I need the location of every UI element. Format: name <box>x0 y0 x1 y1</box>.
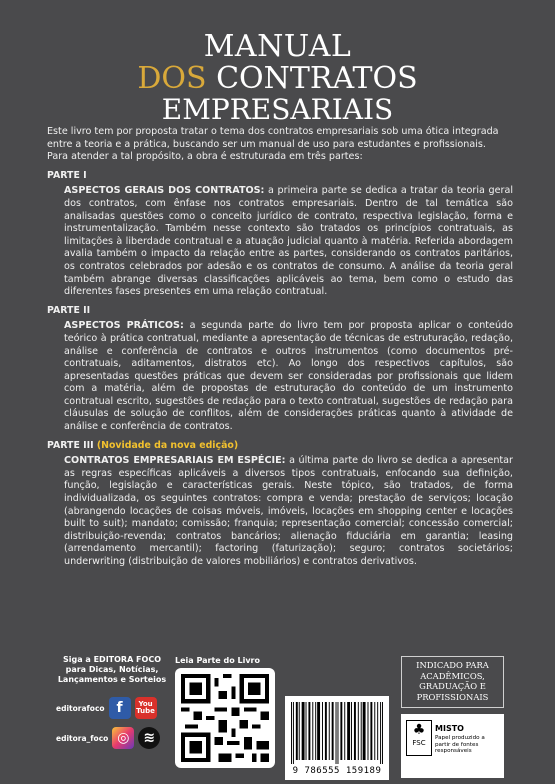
new-edition-note: (Novidade da nova edição) <box>96 439 239 451</box>
fsc-tree-icon: ♣ FSC <box>406 720 432 756</box>
part-3-body <box>47 455 513 568</box>
part-3-lead: CONTRATOS EMPRESARIAIS EM ESPÉCIE: <box>64 455 286 467</box>
book-title-rest: CONTRATOS <box>216 61 418 96</box>
isbn-barcode <box>285 696 389 780</box>
read-part-label: Leia Parte do Livro <box>175 656 260 665</box>
isbn-number: 9 786555 159189 <box>292 766 382 776</box>
part-3-heading <box>47 440 513 453</box>
social-row-1 <box>56 697 157 719</box>
book-title-line3: EMPRESARIAIS <box>161 93 394 126</box>
handle-editora-foco: editora_foco <box>56 733 109 743</box>
part-2-lead: ASPECTOS PRÁTICOS: <box>64 320 184 332</box>
fsc-description: Papel produzido a partir de fontes responsáveis <box>435 735 485 755</box>
back-cover-text <box>47 126 513 569</box>
part-2-body <box>47 320 513 433</box>
part-2-heading: PARTE II <box>47 304 91 316</box>
follow-text: Siga a EDITORA FOCO para Dicas, Notícias, Lançamentos e Sorteios <box>57 655 167 684</box>
facebook-icon[interactable]: f <box>109 697 131 719</box>
fsc-label <box>401 714 504 778</box>
part-1-body <box>47 185 513 298</box>
youtube-icon[interactable]: You Tube <box>135 697 157 719</box>
handle-editorafoco: editorafoco <box>56 703 105 713</box>
spotify-icon[interactable]: ≋ <box>138 727 160 749</box>
part-1-heading: PARTE I <box>47 169 87 181</box>
indicated-for-box: INDICADO PARA ACADÊMICOS, GRADUAÇÃO E PROFISSIONAIS <box>401 656 504 708</box>
book-title-line1: MANUAL <box>203 29 352 64</box>
part-3-text: a última parte do livro se dedica a apresentar as regras específicas aplicáveis a diversos tipos contratuais, enfocando sua definição, função, legislação e características gerais. Neste tópico, são tratados, de forma individualizada, os seguintes contratos: compra e venda; prestação de serviços; locação (abrangendo locações de coisas móveis, imóveis, locações em shopping center e locações built to suit); mandato; comissão; franquia; representação comercial; concessão comercial; distribuição-revenda; contratos bancários; alienação fiduciária em garantia; leasing (arrendamento mercantil); factoring (faturização); seguro; contratos societários; underwriting (distribuição de valores mobiliários) e contratos derivativos. <box>64 455 513 567</box>
part-2-text: a segunda parte do livro tem por proposta aplicar o conteúdo teórico à prática contratual, mediante a apresentação de técnicas de estruturação, redação, análise e conferência de contratos e outros instrumentos (como documentos pré-contratuais, aditamentos, distratos etc). Ao longo dos respectivos capítulos, são apresentadas questões práticas que devem ser consideradas por profissionais que lidem com a matéria, além de propostas de estruturação do conteúdo de um instrumento contratual escrito, sugestões de redação para o texto contratual, sugestões de redação para cláusulas de solução de conflitos, além de considerações práticas quanto à atividade de análise e conferência de contratos. <box>64 320 513 433</box>
intro-paragraph: Este livro tem por proposta tratar o tema dos contratos empresariais sob uma ótica integrada entre a teoria e a prática, buscando ser um manual de uso para estudantes e profissionais. <box>47 126 499 150</box>
book-title-line2 <box>0 61 555 96</box>
fsc-misto: MISTO <box>435 724 464 733</box>
footer <box>0 646 555 784</box>
book-title-accent: DOS <box>137 61 207 96</box>
social-row-2 <box>56 727 160 749</box>
part-3-title: PARTE III <box>47 439 94 451</box>
instagram-icon[interactable]: ◎ <box>112 727 134 749</box>
qr-code[interactable] <box>175 668 275 768</box>
intro-structure: Para atender a tal propósito, a obra é estruturada em três partes: <box>47 151 363 163</box>
part-1-text: a primeira parte se dedica a tratar da teoria geral dos contratos, com ênfase nos contratos empresariais. Dentro de tal temática são analisadas questões como o conceito jurídico de contrato, respectiva legislação, forma e instrumentalização. Também nesse contexto são tratados os princípios contratuais, as limitações à liberdade contratual e a atuação judicial quanto à matéria. Referida abordagem avalia também o impacto da relação entre as partes, considerando os contratos paritários, os contratos celebrados por adesão e os contratos de consumo. A análise da teoria geral também abrange diversas classificações aplicáveis ao tema, bem como o estudo das diferentes fases presentes em uma relação contratual. <box>64 185 513 298</box>
part-1-lead: ASPECTOS GERAIS DOS CONTRATOS: <box>64 185 265 197</box>
